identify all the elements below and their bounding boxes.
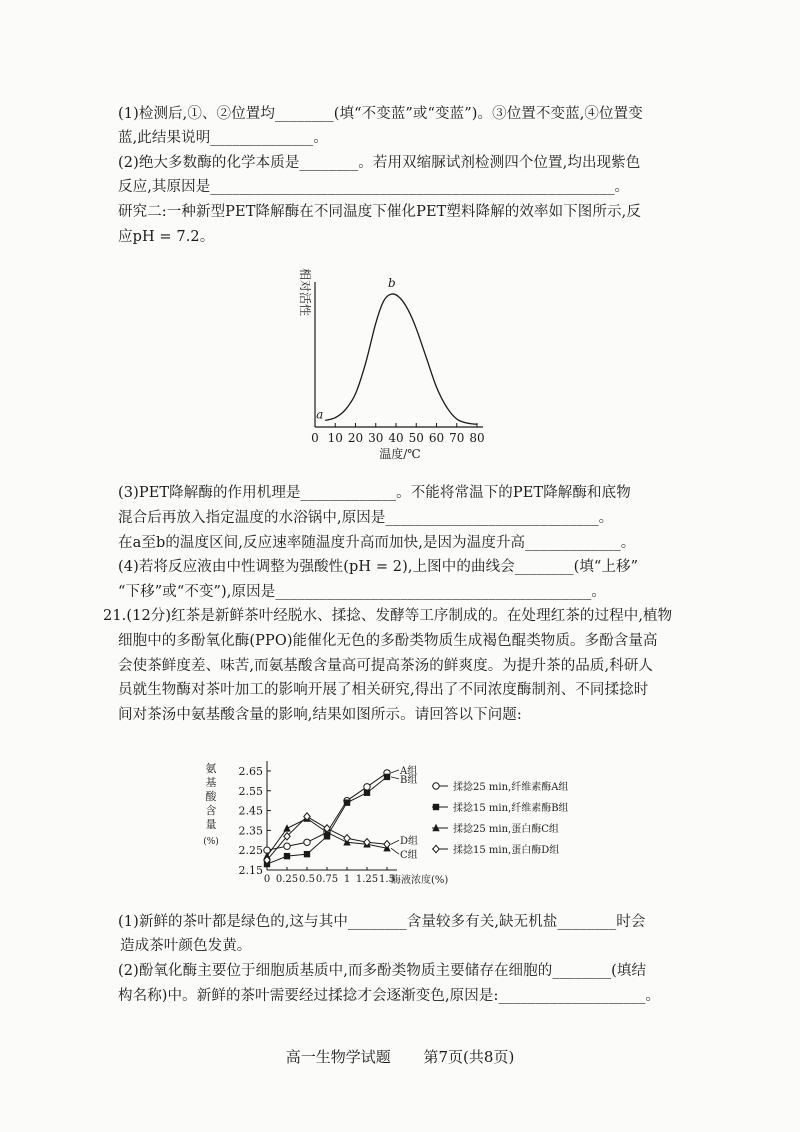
text-line: (1)检测后,①、②位置均________(填“不变蓝”或“变蓝”)。③位置不变蓝,④位置变	[118, 106, 643, 122]
chart2-series-end-label: D组	[400, 836, 419, 848]
text-line: 员就生物酶对茶叶加工的影响开展了相关研究,得出了不同浓度酶制剂、不同揉捻时	[118, 682, 649, 698]
chart2-legend-marker	[433, 783, 439, 789]
chart2-y-tick-label: 2.25	[238, 844, 263, 858]
chart2-end-leader	[391, 848, 399, 854]
chart2-legend-entry: 揉捻25 min,纤维素酶A组	[453, 782, 569, 793]
text-line: (4)若将反应液由中性调整为强酸性(pH = 2),上图中的曲线会________(填“上移”	[118, 559, 639, 575]
chart2-series-end-label: B组	[400, 774, 418, 786]
chart2-data-point	[283, 824, 290, 831]
text-line: 造成茶叶颜色发黄。	[120, 938, 252, 954]
chart1-x-tick-label: 20	[347, 431, 364, 445]
chart2-series-end-label: A组	[400, 765, 418, 777]
text-line: 蓝,此结果说明______________。	[118, 130, 328, 146]
chart2-legend-entry: 揉捻25 min,蛋白酶C组	[453, 824, 559, 835]
chart1-point-b-label: b	[387, 276, 396, 290]
chart2-y-tick-label: 2.65	[238, 764, 263, 778]
chart2-x-tick-label: 1.5	[379, 874, 395, 885]
text-line: 研究二:一种新型PET降解酶在不同温度下催化PET塑料降解的效率如下图所示,反	[118, 204, 641, 220]
chart2-x-tick-label: 1	[343, 874, 351, 885]
text-line: 反应,其原因是_______________________________________________________。	[118, 179, 630, 195]
chart2-data-point	[284, 853, 290, 859]
chart2-data-point	[344, 799, 350, 805]
chart2-ylabel	[203, 761, 219, 847]
chart1-xlabel: 温度/℃	[379, 447, 421, 461]
chart2-data-point	[304, 851, 310, 857]
chart2-x-tick-label: 0.75	[315, 874, 339, 885]
text-line: (2)绝大多数酶的化学本质是________。若用双缩脲试剂检测四个位置,均出现紫色	[118, 155, 641, 171]
chart2-data-point	[384, 774, 390, 780]
text-line: (1)新鲜的茶叶都是绿色的,这与其中________含量较多有关,缺无机盐________时会	[118, 914, 646, 930]
text-line: “下移”或“不变”),原因是___________________________________________。	[118, 584, 606, 600]
chart2-legend-marker	[433, 845, 439, 852]
text-line: 构名称)中。新鲜的茶叶需要经过揉捻才会逐渐变色,原因是:____________________。	[118, 988, 661, 1004]
chart1-activity-curve	[325, 294, 477, 424]
chart2-x-tick-label: 0.5	[299, 874, 315, 885]
chart2-x-tick-label: 0.25	[275, 874, 299, 885]
enzyme-activity-plot	[311, 276, 484, 445]
chart1-x-tick-label: 0	[311, 431, 319, 445]
enzyme-activity-chart	[285, 262, 495, 472]
chart2-end-leader	[391, 840, 399, 844]
page-footer	[0, 1046, 800, 1067]
chart2-data-point	[304, 839, 310, 845]
chart1-x-tick-label: 30	[368, 431, 384, 445]
chart1-ylabel: 相对活性	[298, 268, 312, 317]
svg-text:氨基酸含量(%): 氨基酸含量(%)	[203, 762, 219, 847]
chart2-y-tick-label: 2.45	[238, 804, 263, 818]
chart2-data-point	[284, 843, 290, 849]
chart1-x-tick-label: 40	[388, 431, 404, 445]
text-line: (3)PET降解酶的作用机理是_____________。不能将常温下的PET降解酶和底物	[118, 485, 631, 501]
chart2-y-tick-label: 2.15	[238, 864, 263, 877]
chart2-legend-entry: 揉捻15 min,蛋白酶D组	[453, 845, 560, 856]
chart2-legend-marker	[433, 804, 439, 810]
chart1-x-tick-label: 70	[449, 431, 465, 445]
footer-subject: 高一生物学试题	[285, 1048, 391, 1066]
chart2-legend-entry: 揉捻15 min,纤维素酶B组	[453, 803, 569, 814]
amino-acid-plot	[239, 761, 419, 885]
text-line: 在a至b的温度区间,反应速率随温度升高而加快,是因为温度升高_____________。	[118, 535, 636, 551]
chart1-x-tick-label: 80	[469, 431, 485, 445]
chart2-series-end-label: C组	[400, 850, 418, 862]
text-line: 混合后再放入指定温度的水浴锅中,原因是_____________________________。	[118, 510, 614, 526]
text-line: (2)酚氧化酶主要位于细胞质基质中,而多酚类物质主要储存在细胞的________(填结	[118, 963, 647, 979]
chart1-point-a-label: a	[316, 407, 324, 422]
text-line: 21.(12分)红茶是新鲜茶叶经脱水、揉捻、发酵等工序制成的。在处理红茶的过程中,植物	[103, 608, 673, 624]
chart1-x-tick-label: 50	[408, 431, 424, 445]
chart2-y-tick-label: 2.55	[238, 784, 263, 798]
chart2-data-point	[364, 790, 370, 796]
chart2-x-tick-label: 0	[263, 874, 271, 885]
text-line: 细胞中的多酚氧化酶(PPO)能催化无色的多酚类物质生成褐色醌类物质。多酚含量高	[118, 633, 658, 649]
chart2-end-leader	[391, 777, 399, 779]
chart2-y-tick-label: 2.35	[238, 824, 263, 838]
chart2-xlabel: 酶液浓度(%)	[391, 875, 449, 886]
chart2-legend	[432, 780, 569, 856]
text-line: 应pH = 7.2。	[118, 229, 215, 245]
chart1-x-tick-label: 60	[428, 431, 445, 445]
footer-page-number: 第7页(共8页)	[423, 1048, 515, 1066]
text-line: 会使茶鲜度差、味苦,而氨基酸含量高可提高茶汤的鲜爽度。为提升茶的品质,科研人	[118, 658, 654, 674]
text-line: 间对茶汤中氨基酸含量的影响,结果如图所示。请回答以下问题:	[118, 707, 522, 723]
amino-acid-chart	[195, 752, 625, 897]
chart2-data-point	[384, 841, 390, 848]
chart2-x-tick-label: 1.25	[355, 874, 379, 885]
chart2-data-point	[364, 784, 370, 790]
chart2-end-leader	[391, 770, 399, 773]
chart1-x-tick-label: 10	[327, 431, 343, 445]
